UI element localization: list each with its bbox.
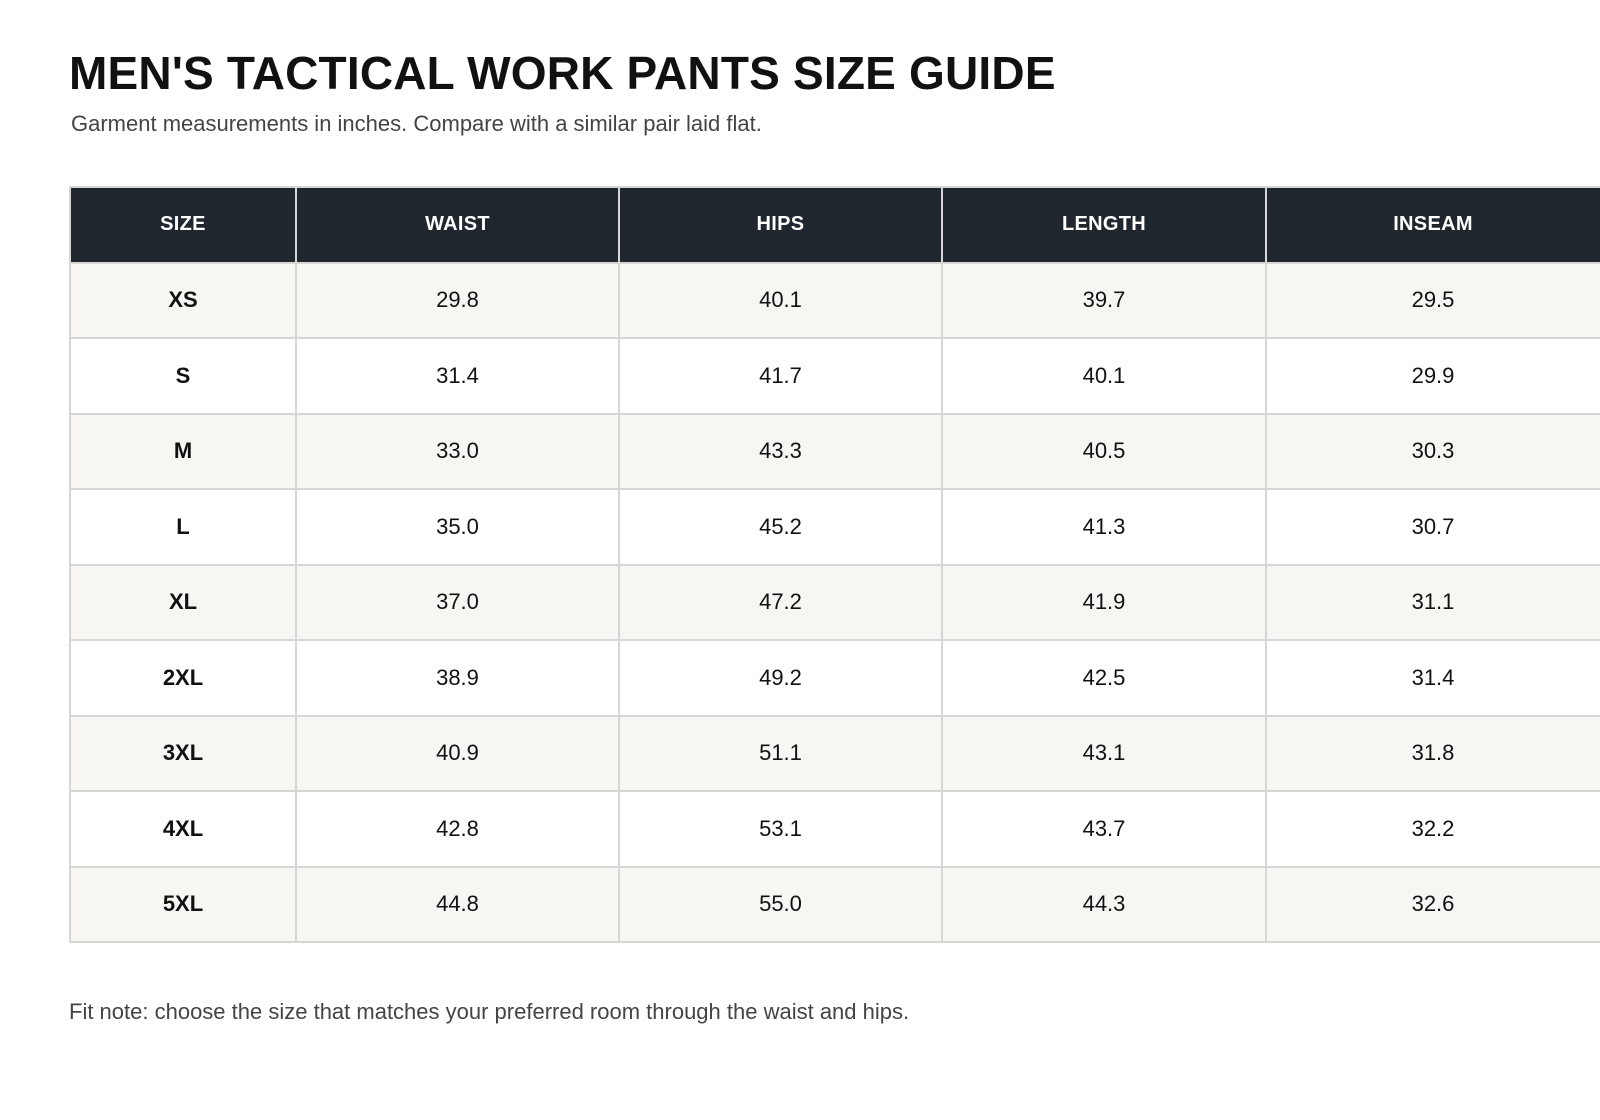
- column-header-hips: HIPS: [619, 187, 942, 263]
- size-cell: S: [70, 338, 296, 414]
- size-cell: L: [70, 489, 296, 565]
- table-row: [70, 263, 1600, 339]
- inseam-cell: 29.9: [1266, 338, 1600, 414]
- length-cell: 43.1: [942, 716, 1266, 792]
- hips-cell: 47.2: [619, 565, 942, 641]
- waist-cell: 38.9: [296, 640, 619, 716]
- table-header: [70, 187, 1600, 263]
- hips-cell: 49.2: [619, 640, 942, 716]
- size-cell: XL: [70, 565, 296, 641]
- table-row: [70, 338, 1600, 414]
- hips-cell: 51.1: [619, 716, 942, 792]
- table-row: [70, 867, 1600, 943]
- inseam-cell: 31.1: [1266, 565, 1600, 641]
- length-cell: 41.3: [942, 489, 1266, 565]
- size-table: [69, 186, 1600, 943]
- waist-cell: 37.0: [296, 565, 619, 641]
- inseam-cell: 31.8: [1266, 716, 1600, 792]
- page-subtitle: Garment measurements in inches. Compare with a similar pair laid flat.: [71, 111, 762, 136]
- table-row: [70, 565, 1600, 641]
- waist-cell: 33.0: [296, 414, 619, 490]
- table-header-row: [70, 187, 1600, 263]
- waist-cell: 35.0: [296, 489, 619, 565]
- size-cell: 4XL: [70, 791, 296, 867]
- column-header-inseam: INSEAM: [1266, 187, 1600, 263]
- size-table-container: [69, 186, 1600, 943]
- inseam-cell: 29.5: [1266, 263, 1600, 339]
- length-cell: 42.5: [942, 640, 1266, 716]
- hips-cell: 45.2: [619, 489, 942, 565]
- length-cell: 41.9: [942, 565, 1266, 641]
- inseam-cell: 32.6: [1266, 867, 1600, 943]
- table-row: [70, 716, 1600, 792]
- size-cell: M: [70, 414, 296, 490]
- inseam-cell: 30.3: [1266, 414, 1600, 490]
- table-row: [70, 640, 1600, 716]
- length-cell: 44.3: [942, 867, 1266, 943]
- length-cell: 43.7: [942, 791, 1266, 867]
- inseam-cell: 32.2: [1266, 791, 1600, 867]
- size-cell: 5XL: [70, 867, 296, 943]
- hips-cell: 41.7: [619, 338, 942, 414]
- page-title: MEN'S TACTICAL WORK PANTS SIZE GUIDE: [69, 47, 1056, 99]
- column-header-waist: WAIST: [296, 187, 619, 263]
- waist-cell: 40.9: [296, 716, 619, 792]
- column-header-length: LENGTH: [942, 187, 1266, 263]
- hips-cell: 53.1: [619, 791, 942, 867]
- table-row: [70, 414, 1600, 490]
- table-body: [70, 263, 1600, 943]
- hips-cell: 40.1: [619, 263, 942, 339]
- size-cell: 2XL: [70, 640, 296, 716]
- waist-cell: 31.4: [296, 338, 619, 414]
- waist-cell: 29.8: [296, 263, 619, 339]
- length-cell: 40.1: [942, 338, 1266, 414]
- length-cell: 39.7: [942, 263, 1266, 339]
- inseam-cell: 31.4: [1266, 640, 1600, 716]
- size-cell: XS: [70, 263, 296, 339]
- inseam-cell: 30.7: [1266, 489, 1600, 565]
- hips-cell: 55.0: [619, 867, 942, 943]
- waist-cell: 42.8: [296, 791, 619, 867]
- column-header-size: SIZE: [70, 187, 296, 263]
- waist-cell: 44.8: [296, 867, 619, 943]
- size-cell: 3XL: [70, 716, 296, 792]
- hips-cell: 43.3: [619, 414, 942, 490]
- fit-note: Fit note: choose the size that matches your preferred room through the waist and hips.: [69, 999, 910, 1024]
- table-row: [70, 791, 1600, 867]
- length-cell: 40.5: [942, 414, 1266, 490]
- table-row: [70, 489, 1600, 565]
